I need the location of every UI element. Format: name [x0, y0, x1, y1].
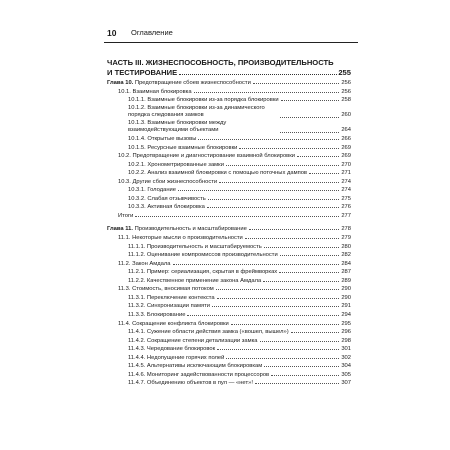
toc-entry-text: 11.3.2. Синхронизации памяти [128, 303, 210, 310]
toc-entry-text: 11.2. Закон Амдала [118, 260, 171, 267]
toc-page: 266 [341, 136, 351, 143]
toc-page: 280 [341, 243, 351, 250]
dot-leader [219, 182, 339, 183]
toc-page: 290 [341, 286, 351, 293]
toc-entry-text: 11.4.3. Чередование блокировок [128, 346, 216, 353]
toc-page: 270 [341, 161, 351, 168]
dot-leader [260, 341, 339, 342]
dot-leader [217, 349, 339, 350]
toc-entry-text: 10.1.4. Открытые вызовы [128, 136, 197, 143]
toc-entry[interactable] [107, 120, 351, 135]
part-title-line-1: ЧАСТЬ III. ЖИЗНЕСПОСОБНОСТЬ, ПРОИЗВОДИТЕЛЬНОСТЬ [107, 58, 334, 67]
toc-entry[interactable] [107, 268, 351, 277]
toc-entry[interactable] [107, 294, 351, 303]
dot-leader [135, 216, 339, 217]
toc-page: 291 [341, 303, 351, 310]
dot-leader [245, 238, 339, 239]
dot-leader [208, 199, 339, 200]
dot-leader [179, 74, 337, 75]
toc-page: 287 [341, 269, 351, 276]
toc-entry[interactable] [107, 96, 351, 105]
toc-page: 274 [341, 178, 351, 185]
dot-leader [207, 207, 339, 208]
toc-entry-text: 10.1.1. Взаимные блокировки из-за порядка блокировки [128, 97, 279, 104]
toc-chapter-11[interactable] [107, 225, 351, 234]
toc-entry-text: 11.4.6. Мониторинг задействованности процессоров [128, 371, 270, 378]
toc-entry-text: 11.2.2. Качественное применение закона Амдала [128, 277, 262, 284]
toc-entry-text: 10.2.1. Хронометрированные замки [128, 161, 224, 168]
dot-leader [281, 100, 339, 101]
dot-leader [279, 272, 339, 273]
toc-entry[interactable] [107, 169, 351, 178]
toc-entry-text: 11.4.7. Объединению объектов в пул — «нет»! [128, 380, 253, 387]
toc-entry[interactable] [107, 260, 351, 269]
dot-leader [264, 366, 339, 367]
toc-entry-text: 10.3.3. Активная блокировка [128, 204, 205, 211]
toc-page: 282 [341, 252, 351, 259]
toc-entry[interactable] [107, 371, 351, 380]
part-heading [107, 58, 351, 77]
toc-page: 295 [341, 320, 351, 327]
toc-page: 279 [341, 235, 351, 242]
dot-leader [249, 229, 339, 230]
running-title: Оглавление [131, 28, 173, 37]
toc-entry[interactable] [107, 311, 351, 320]
dot-leader [226, 165, 339, 166]
chapter-label: Глава 11. [107, 226, 133, 233]
toc-page: 256 [341, 80, 351, 86]
toc-entry-text: 11.1.1. Производительность и масштабируемость [128, 243, 262, 250]
toc-entry[interactable] [107, 328, 351, 337]
toc-entry-text: Итоги [118, 212, 134, 219]
toc-page: 269 [341, 144, 351, 151]
toc-page: 289 [341, 277, 351, 284]
toc-entry[interactable] [107, 178, 351, 187]
toc-entry-text: 11.4.1. Сужение области действия замка («вошел, вышел») [128, 329, 289, 336]
toc-page: 277 [341, 212, 351, 219]
dot-leader [216, 289, 339, 290]
dot-leader [280, 132, 339, 133]
dot-leader [173, 264, 339, 265]
toc-page: 276 [341, 204, 351, 211]
toc-entry[interactable] [107, 234, 351, 243]
toc-page: 294 [341, 311, 351, 318]
dot-leader [309, 173, 339, 174]
toc-page: 274 [341, 187, 351, 194]
dot-leader [187, 315, 339, 316]
toc-page: 278 [341, 226, 351, 233]
toc-entry-text: 11.3.3. Блокирование [128, 311, 186, 318]
dot-leader [217, 298, 339, 299]
toc-entry-text: 11.4.4. Недопущение горячих полей [128, 354, 225, 361]
toc-page: 304 [341, 363, 351, 370]
toc-page: 301 [341, 346, 351, 353]
toc-entry[interactable] [107, 285, 351, 294]
part-title-line-2: И ТЕСТИРОВАНИЕ [107, 67, 178, 77]
toc-entry[interactable] [107, 362, 351, 371]
table-of-contents [107, 79, 351, 388]
dot-leader [226, 358, 339, 359]
toc-entry[interactable] [107, 251, 351, 260]
chapter-title: Предотвращение сбоев жизнеспособности [134, 80, 251, 86]
chapter-label: Глава 10. [107, 80, 134, 86]
toc-page: 275 [341, 195, 351, 202]
toc-entry-text: 11.4. Сокращение конфликта блокировки [118, 320, 229, 327]
toc-entry[interactable] [107, 152, 351, 161]
toc-entry[interactable] [107, 144, 351, 153]
toc-entry-text: 10.2.2. Анализ взаимной блокировки с помощью поточных дампов [128, 170, 308, 177]
toc-entry[interactable] [107, 105, 351, 120]
toc-entry[interactable] [107, 337, 351, 346]
toc-entry[interactable] [107, 212, 351, 221]
dot-leader [297, 156, 339, 157]
toc-page: 260 [341, 112, 351, 119]
toc-page: 298 [341, 337, 351, 344]
dot-leader [239, 148, 339, 149]
toc-entry[interactable] [107, 203, 351, 212]
dot-leader [231, 324, 339, 325]
toc-entry[interactable] [107, 379, 351, 388]
toc-entry-text: 11.3.1. Переключение контекста [128, 294, 215, 301]
toc-entry[interactable] [107, 354, 351, 363]
toc-chapter-10[interactable] [107, 79, 351, 88]
dot-leader [280, 117, 339, 118]
dot-leader [198, 139, 339, 140]
toc-entry[interactable] [107, 277, 351, 286]
dot-leader [178, 190, 339, 191]
toc-entry-text: 10.1. Взаимная блокировка [118, 88, 192, 95]
toc-page: 264 [341, 127, 351, 134]
toc-entry[interactable] [107, 135, 351, 144]
toc-entry-text: 11.1.2. Оценивание компромиссов производительности [128, 252, 278, 259]
toc-entry-text: 11.1. Некоторые мысли о производительности [118, 235, 243, 242]
dot-leader [280, 255, 339, 256]
toc-entry-text: 10.3.1. Голодание [128, 187, 176, 194]
toc-page: 256 [341, 88, 351, 95]
dot-leader [212, 306, 339, 307]
toc-entry[interactable] [107, 88, 351, 97]
toc-entry-text: 10.3.2. Слабая отзывчивость [128, 195, 206, 202]
toc-entry-text: 11.4.5. Альтернативы исключающим блокировкам [128, 363, 263, 370]
toc-page: 296 [341, 329, 351, 336]
dot-leader [271, 375, 339, 376]
toc-entry-text: 10.3. Другие сбои жизнеспособности [118, 178, 218, 185]
dot-leader [253, 83, 339, 84]
dot-leader [263, 281, 339, 282]
toc-page: 269 [341, 153, 351, 160]
toc-entry[interactable] [107, 186, 351, 195]
toc-page: 305 [341, 371, 351, 378]
toc-entry-text: 10.1.5. Ресурсные взаимные блокировки [128, 144, 238, 151]
toc-entry[interactable] [107, 161, 351, 170]
toc-entry[interactable] [107, 195, 351, 204]
running-header [104, 26, 358, 43]
dot-leader [264, 247, 339, 248]
dot-leader [194, 92, 339, 93]
dot-leader [255, 383, 339, 384]
toc-entry[interactable] [107, 320, 351, 329]
toc-entry-text: 11.4.2. Сокращение степени детализации замка [128, 337, 258, 344]
toc-entry-text: 11.2.1. Пример: сериализация, скрытая в фреймворках [128, 269, 278, 276]
toc-entry[interactable] [107, 345, 351, 354]
toc-entry[interactable] [107, 302, 351, 311]
toc-page: 290 [341, 294, 351, 301]
toc-entry-text: 10.1.3. Взаимные блокировки между взаимодействующими объектами [128, 119, 227, 134]
chapter-title: Производительность и масштабирование [134, 226, 247, 233]
toc-page: 284 [341, 260, 351, 267]
toc-entry-text: 11.3. Стоимость, вносимая потоком [118, 286, 214, 293]
page-number: 10 [107, 28, 117, 38]
toc-entry-text: 10.1.2. Взаимные блокировки из-за динамического порядка следования замков [128, 104, 265, 119]
toc-page: 271 [341, 170, 351, 177]
part-page: 255 [338, 67, 351, 77]
toc-entry[interactable] [107, 243, 351, 252]
toc-page: 302 [341, 354, 351, 361]
toc-page: 307 [341, 380, 351, 387]
toc-page: 258 [341, 97, 351, 104]
dot-leader [291, 332, 339, 333]
toc-entry-text: 10.2. Предотвращение и диагностирование взаимной блокировки [118, 153, 296, 160]
